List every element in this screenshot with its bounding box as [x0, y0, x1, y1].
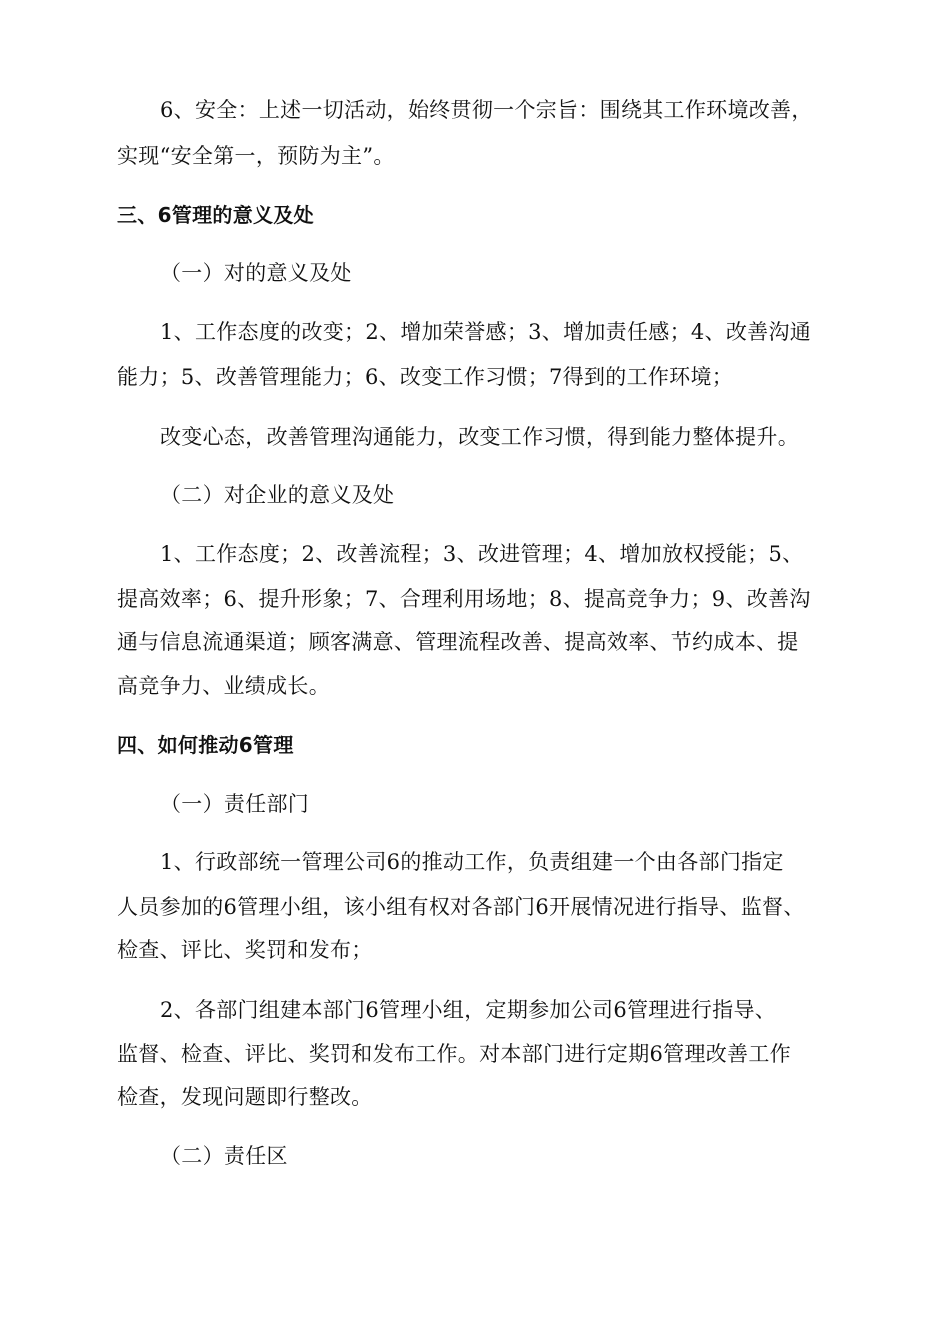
paragraph-safety-line-1: 6、安全：上述一切活动，始终贯彻一个宗旨：围绕其工作环境改善，	[160, 98, 813, 122]
paragraph-personal-line-2: 能力；5、改善管理能力；6、改变工作习惯；7得到的工作环境；	[117, 365, 734, 389]
subheading-responsible-dept: （一）责任部门	[160, 792, 310, 816]
paragraph-personal-line-1: 1、工作态度的改变；2、增加荣誉感；3、增加责任感；4、改善沟通	[160, 320, 812, 344]
subheading-personal: （一）对的意义及处	[160, 261, 352, 285]
paragraph-dept-line-1: 1、行政部统一管理公司6的推动工作，负责组建一个由各部门指定	[160, 850, 784, 874]
paragraph-summary: 改变心态，改善管理沟通能力，改变工作习惯，得到能力整体提升。	[160, 425, 799, 449]
subheading-responsible-area: （二）责任区	[160, 1144, 288, 1168]
paragraph-safety-line-2: 实现“安全第一，预防为主”。	[117, 144, 395, 168]
subheading-enterprise: （二）对企业的意义及处	[160, 483, 395, 507]
paragraph-dept-line-2: 人员参加的6管理小组，该小组有权对各部门6开展情况进行指导、监督、	[117, 895, 805, 919]
paragraph-enterprise-line-4: 高竞争力、业绩成长。	[117, 674, 330, 698]
section-heading-3: 三、6管理的意义及处	[117, 203, 314, 227]
paragraph-groups-line-2: 监督、检查、评比、奖罚和发布工作。对本部门进行定期6管理改善工作	[117, 1042, 791, 1066]
paragraph-groups-line-1: 2、各部门组建本部门6管理小组，定期参加公司6管理进行指导、	[160, 998, 777, 1022]
paragraph-enterprise-line-1: 1、工作态度；2、改善流程；3、改进管理；4、增加放权授能；5、	[160, 542, 804, 566]
paragraph-enterprise-line-2: 提高效率；6、提升形象；7、合理利用场地；8、提高竞争力；9、改善沟	[117, 587, 811, 611]
paragraph-enterprise-line-3: 通与信息流通渠道；顾客满意、管理流程改善、提高效率、节约成本、提	[117, 630, 799, 654]
paragraph-groups-line-3: 检查，发现问题即行整改。	[117, 1085, 373, 1109]
section-heading-4: 四、如何推动6管理	[117, 733, 294, 757]
paragraph-dept-line-3: 检查、评比、奖罚和发布；	[117, 938, 373, 962]
